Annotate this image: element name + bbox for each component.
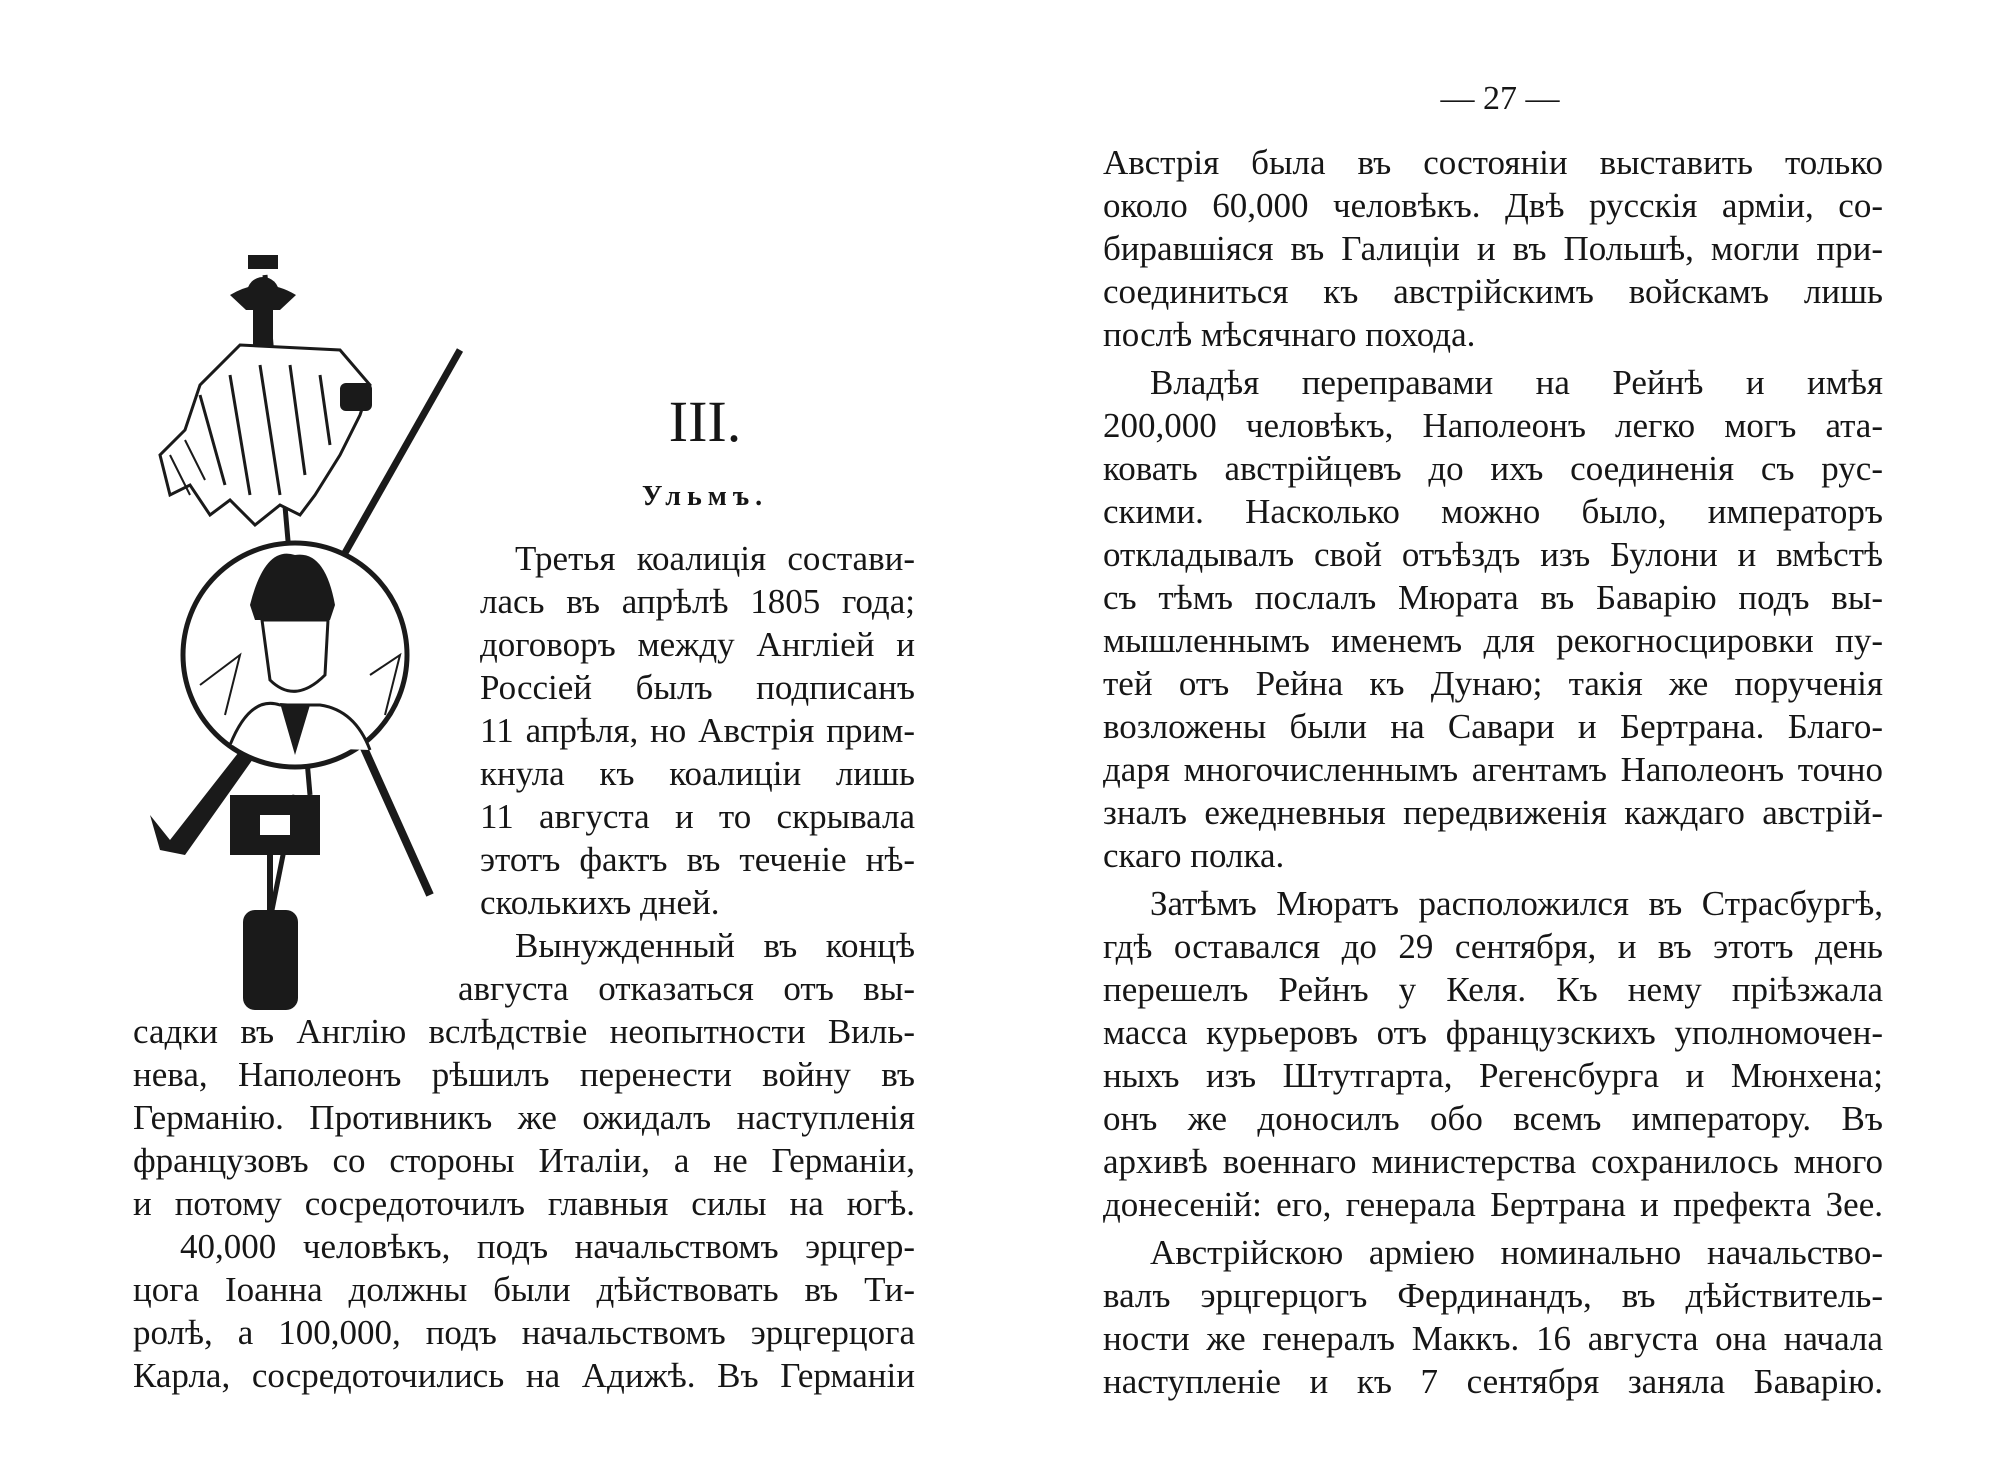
- text-line: августа отказаться отъ вы-: [458, 969, 915, 1008]
- text-line: съ тѣмъ послалъ Мюрата въ Баварію подъ вы-: [1103, 578, 1883, 617]
- text-line: Третья коалиція состави-: [515, 539, 915, 578]
- text-line: французовъ со стороны Италіи, а не Германіи,: [133, 1141, 915, 1180]
- text-line: валъ эрцгерцогъ Фердинандъ, въ дѣйствитель-: [1103, 1276, 1883, 1315]
- text-line: донесеній: его, генерала Бертрана и префекта Зее.: [1103, 1185, 1883, 1224]
- text-line: даря многочисленнымъ агентамъ Наполеонъ точно: [1103, 750, 1883, 789]
- text-line: сколькихъ дней.: [480, 883, 720, 922]
- text-line: онъ же доносилъ обо всемъ императору. Въ: [1103, 1099, 1883, 1138]
- text-line: около 60,000 человѣкъ. Двѣ русскія арміи, со-: [1103, 186, 1883, 225]
- text-line: нева, Наполеонъ рѣшилъ перенести войну въ: [133, 1055, 915, 1094]
- text-line: послѣ мѣсячнаго похода.: [1103, 315, 1476, 354]
- text-line: наступленіе и къ 7 сентября заняла Баварію.: [1103, 1362, 1883, 1401]
- text-line: соединиться къ австрійскимъ войскамъ лишь: [1103, 272, 1883, 311]
- text-line: Карла, сосредоточились на Адижѣ. Въ Германіи: [133, 1356, 915, 1395]
- text-line: Владѣя переправами на Рейнѣ и имѣя: [1150, 363, 1883, 402]
- text-line: откладывалъ свой отъѣздъ изъ Булони и вмѣстѣ: [1103, 535, 1883, 574]
- text-line: садки въ Англію вслѣдствіе неопытности Виль-: [133, 1012, 915, 1051]
- text-line: Затѣмъ Мюратъ расположился въ Страсбургѣ,: [1150, 884, 1883, 923]
- text-line: 200,000 человѣкъ, Наполеонъ легко могъ ата-: [1103, 406, 1883, 445]
- text-line: ныхъ изъ Штутгарта, Регенсбурга и Мюнхена;: [1103, 1056, 1883, 1095]
- text-line: возложены были на Савари и Бертрана. Благо-: [1103, 707, 1883, 746]
- page-number: — 27 —: [1440, 80, 1560, 117]
- text-line: 40,000 человѣкъ, подъ начальствомъ эрцгер-: [180, 1227, 915, 1266]
- text-line: тей отъ Рейна къ Дунаю; такія же порученія: [1103, 664, 1883, 703]
- text-line: цога Іоанна должны были дѣйствовать въ Ти-: [133, 1270, 915, 1309]
- right-page: [1000, 0, 2000, 1483]
- text-line: 11 августа и то скрывала: [480, 797, 915, 836]
- text-line: перешелъ Рейнъ у Келя. Къ нему пріѣзжала: [1103, 970, 1883, 1009]
- chapter-title: Ульмъ.: [641, 481, 769, 512]
- text-line: ролѣ, а 100,000, подъ начальствомъ эрцгерцога: [133, 1313, 915, 1352]
- text-line: и потому сосредоточилъ главныя силы на югѣ.: [133, 1184, 915, 1223]
- text-line: кнула къ коалиціи лишь: [480, 754, 915, 793]
- text-line: лась въ апрѣлѣ 1805 года;: [480, 582, 915, 621]
- text-line: Россіей былъ подписанъ: [480, 668, 915, 707]
- text-line: 11 апрѣля, но Австрія прим-: [480, 711, 915, 750]
- text-line: гдѣ оставался до 29 сентября, и въ этотъ день: [1103, 927, 1883, 966]
- text-line: договоръ между Англіей и: [480, 625, 915, 664]
- text-line: зналъ ежедневныя передвиженія каждаго австрій-: [1103, 793, 1883, 832]
- text-line: Германію. Противникъ же ожидалъ наступленія: [133, 1098, 915, 1137]
- text-line: ности же генералъ Маккъ. 16 августа она начала: [1103, 1319, 1883, 1358]
- text-line: ковать австрійцевъ до ихъ соединенія съ рус-: [1103, 449, 1883, 488]
- text-line: Австрійскою арміею номинально начальство-: [1150, 1233, 1883, 1272]
- chapter-numeral: III.: [668, 389, 742, 454]
- text-line: скими. Насколько можно было, императоръ: [1103, 492, 1883, 531]
- text-line: биравшіяся въ Галиціи и въ Польшѣ, могли при-: [1103, 229, 1883, 268]
- text-line: архивѣ военнаго министерства сохранилось много: [1103, 1142, 1883, 1181]
- text-line: Австрія была въ состояніи выставить только: [1103, 143, 1883, 182]
- text-line: мышленнымъ именемъ для рекогносцировки пу-: [1103, 621, 1883, 660]
- text-line: скаго полка.: [1103, 836, 1285, 875]
- text-line: масса курьеровъ отъ французскихъ уполномочен-: [1103, 1013, 1883, 1052]
- text-line: этотъ фактъ въ теченіе нѣ-: [480, 840, 915, 879]
- trophy-flag-rifle-portrait-illustration-icon: [130, 255, 470, 1015]
- text-line: Вынужденный въ концѣ: [515, 926, 915, 965]
